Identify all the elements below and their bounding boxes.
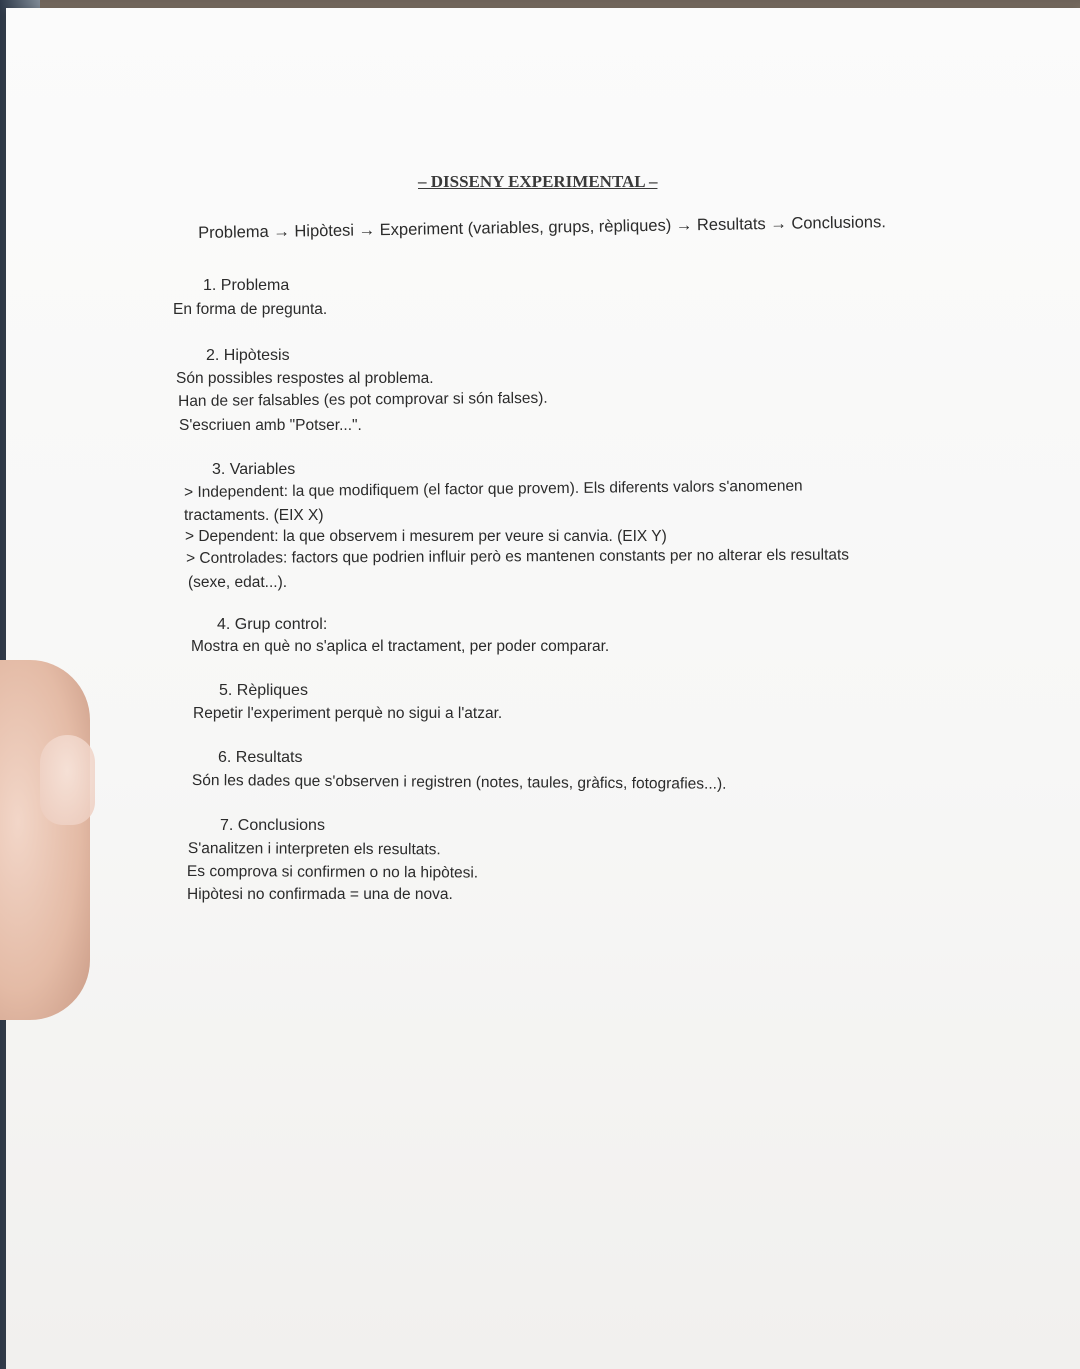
section-text: tractaments. (EIX X) (184, 507, 324, 524)
section-text: Es comprova si confirmen o no la hipòtesi. (186, 863, 479, 882)
section-heading-hipotesis: 2. Hipòtesis (206, 347, 290, 364)
section-text: Són possibles respostes al problema. (176, 370, 434, 387)
section-text: En forma de pregunta. (173, 301, 328, 318)
section-text: > Dependent: la que observem i mesurem per veure si canvia. (EIX Y) (185, 528, 667, 545)
section-text: Repetir l'experiment perquè no sigui a l'atzar. (193, 705, 503, 722)
section-text: > Controlades: factors que podrien influir però es mantenen constants per no alterar els resultats (186, 546, 850, 567)
section-text: Mostra en què no s'aplica el tractament, per poder comparar. (191, 638, 610, 655)
section-heading-problema: 1. Problema (203, 277, 290, 294)
section-heading-grup-control: 4. Grup control: (217, 616, 328, 633)
fingernail (40, 735, 95, 825)
section-heading-variables: 3. Variables (212, 461, 296, 478)
section-text: S'escriuen amb "Potser...". (179, 417, 362, 434)
process-flow: Problema → Hipòtesi → Experiment (variables, grups, rèpliques) → Resultats → Conclusions. (198, 213, 886, 242)
section-heading-conclusions: 7. Conclusions (220, 817, 325, 834)
section-text: S'analitzen i interpreten els resultats. (187, 840, 441, 859)
document-title: – DISSENY EXPERIMENTAL – (418, 172, 658, 191)
section-heading-repliques: 5. Rèpliques (219, 682, 308, 699)
section-text: > Independent: la que modifiquem (el factor que provem). Els diferents valors s'anomenen (184, 477, 803, 501)
section-text: Són les dades que s'observen i registren (notes, taules, gràfics, fotografies...). (191, 772, 727, 793)
section-text: Hipòtesi no confirmada = una de nova. (187, 886, 453, 903)
section-text: Han de ser falsables (es pot comprovar si són falses). (178, 389, 548, 410)
section-heading-resultats: 6. Resultats (218, 749, 303, 766)
section-text: (sexe, edat...). (188, 574, 288, 591)
holding-finger (0, 660, 90, 1020)
